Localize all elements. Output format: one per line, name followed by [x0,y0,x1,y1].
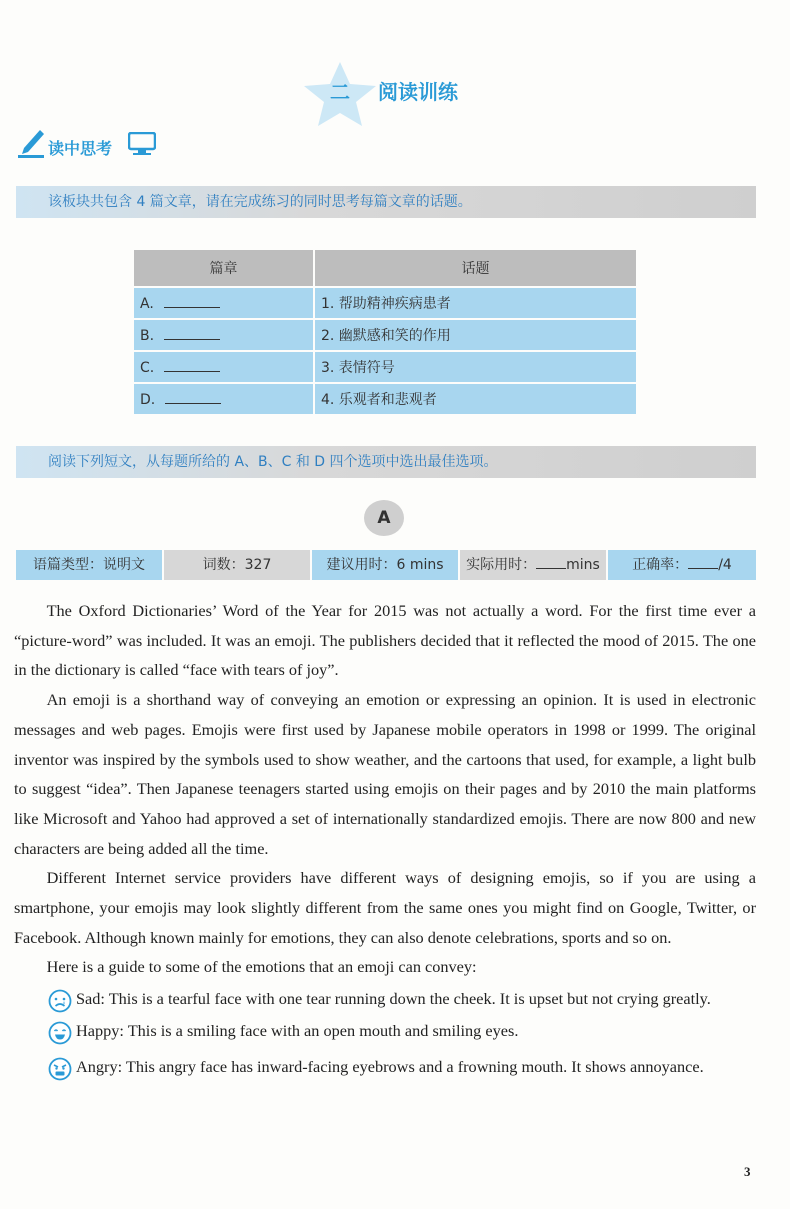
row-topic: 4. 乐观者和悲观者 [315,384,636,414]
passage-label: A [364,500,404,536]
passage-info-bar [16,550,756,580]
section-title: 阅读训练 [378,80,458,104]
happy-face-icon [48,1021,72,1045]
paragraph: Different Internet service providers have different ways of designing emojis, so if you are using a smartphone, your emojis may look slightly different from the same ones you might find on Google, Twitter, or Facebook. Although known mainly for emotions, they can also denote celebrations, sports and so on. [14,868,756,947]
passage-body [14,596,756,1081]
monitor-icon [128,132,156,156]
actual-time-blank[interactable] [536,554,566,569]
info-suggested-time: 建议用时：6 mins [312,550,458,580]
instruction-banner-topics: 该板块共包含 4 篇文章，请在完成练习的同时思考每篇文章的话题。 [16,186,756,218]
emotion-item-sad: Sad: This is a tearful face with one tear running down the cheek. It is upset but not crying greatly. [14,984,756,1014]
row-topic: 3. 表情符号 [315,352,636,382]
row-letter: A. [140,295,154,312]
answer-blank[interactable] [164,295,220,308]
row-topic: 1. 帮助精神疾病患者 [315,288,636,318]
row-letter: C. [140,359,155,376]
table-row [134,288,636,318]
answer-blank[interactable] [165,391,221,404]
info-type: 语篇类型：说明文 [16,550,162,580]
section-number: 二 [330,80,350,104]
emotion-item-happy: Happy: This is a smiling face with an open mouth and smiling eyes. [14,1016,756,1046]
answer-blank[interactable] [164,359,220,372]
paragraph: The Oxford Dictionaries’ Word of the Year for 2015 was not actually a word. For the first time ever a “picture-word” was included. It was an emoji. The publishers decided that it reflected the mood of 2015. The one in the dictionary is called “face with tears of joy”. [14,601,756,680]
instruction-banner-reading: 阅读下列短文，从每题所给的 A、B、C 和 D 四个选项中选出最佳选项。 [16,446,756,478]
emotion-item-angry: Angry: This angry face has inward-facing eyebrows and a frowning mouth. It shows annoyance. [14,1052,756,1082]
pen-icon [16,124,46,158]
table-row [134,384,636,414]
subsection-title: 读中思考 [48,139,113,158]
angry-face-icon [48,1057,72,1081]
accuracy-blank[interactable] [688,554,718,569]
topic-table [132,248,638,416]
row-topic: 2. 幽默感和笑的作用 [315,320,636,350]
info-word-count: 词数：327 [164,550,310,580]
info-accuracy: 正确率： /4 [608,550,756,580]
answer-blank[interactable] [164,327,220,340]
sad-face-icon [48,989,72,1013]
paragraph: Here is a guide to some of the emotions that an emoji can convey: [46,957,477,977]
paragraph: An emoji is a shorthand way of conveying an emotion or expressing an opinion. It is used in electronic messages and web pages. Emojis were first used by Japanese mobile operators in 1998 or 1999. The original inventor was inspired by the symbols used to show weather, and the cartoons that used, for example, a light bulb to suggest “idea”. Then Japanese teenagers started using emojis on their pages and by 2010 the main platforms like Microsoft and Yahoo had approved a set of internationally standardized emojis. There are now 800 and new characters are being added all the time. [14,690,756,858]
row-letter: B. [140,327,155,344]
table-row [134,352,636,382]
table-header-passage: 篇章 [134,250,313,286]
info-actual-time: 实际用时： mins [460,550,606,580]
row-letter: D. [140,391,156,408]
table-header-topic: 话题 [315,250,636,286]
table-row [134,320,636,350]
page-number: 3 [744,1164,751,1179]
